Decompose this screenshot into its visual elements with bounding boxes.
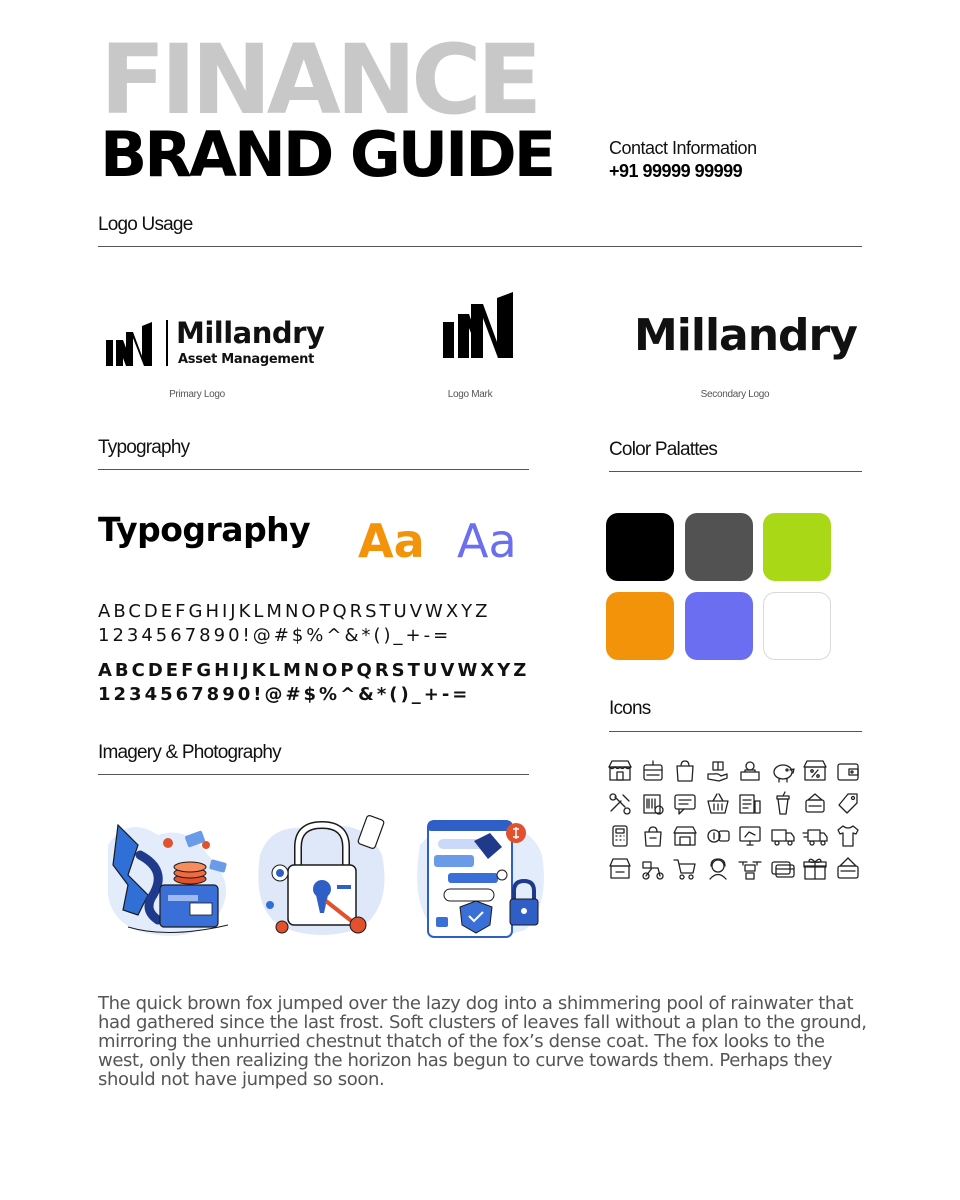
- primary-logo-tagline: Asset Management: [178, 352, 314, 367]
- shop-icon: [672, 823, 698, 849]
- kiosk-icon: [607, 856, 633, 882]
- credit-card-icon: [770, 856, 796, 882]
- tools-icon: [607, 791, 633, 817]
- support-agent-icon: [705, 856, 731, 882]
- body-paragraph: The quick brown fox jumped over the lazy dog into a shimmering pool of rainwater that had gathered since the last frost. Soft clusters of leaves fall without a plan to the ground, mirroring the unhurried chestnut thatch of the fox’s dense coat. The fox looks to the west, only then realizing the horizon has begun to curve towards them. Perhaps they should not have jumped so soon.: [98, 993, 867, 1090]
- icons-title: Icons: [609, 698, 651, 719]
- fast-delivery-icon: [802, 823, 828, 849]
- tshirt-icon: [835, 823, 861, 849]
- title-finance: FINANCE: [100, 24, 538, 136]
- primary-logo: [106, 318, 346, 370]
- shopping-bag-icon: [672, 758, 698, 784]
- sale-sign-icon: [835, 856, 861, 882]
- chat-icon: [672, 791, 698, 817]
- swatch-periwinkle: [685, 592, 753, 660]
- imagery-title: Imagery & Photography: [98, 742, 281, 763]
- discount-store-icon: [802, 758, 828, 784]
- monitor-icon: [737, 823, 763, 849]
- typography-title: Typography: [98, 437, 190, 458]
- logo-usage-title: Logo Usage: [98, 214, 193, 235]
- color-palettes-rule: [609, 471, 862, 472]
- primary-logo-caption: Primary Logo: [169, 389, 225, 400]
- icons-rule: [609, 731, 862, 732]
- barcode-scan-icon: [640, 791, 666, 817]
- wallet-icon: [835, 758, 861, 784]
- delivery-truck-icon: [770, 823, 796, 849]
- primary-logo-brand: Millandry: [176, 316, 325, 350]
- swatch-dark-gray: [685, 513, 753, 581]
- shopping-bag-tag-icon: [640, 823, 666, 849]
- imagery-rule: [98, 774, 529, 775]
- typeface-sample-bold: Aa: [358, 514, 425, 568]
- logo-mark-small-icon: [106, 322, 154, 366]
- open-hanging-sign-icon: [802, 791, 828, 817]
- glyphs-bold-upper: ABCDEFGHIJKLMNOPQRSTUVWXYZ: [98, 660, 530, 681]
- logo-usage-rule: [98, 246, 862, 247]
- secondary-logo: Millandry: [634, 310, 857, 361]
- swatch-orange: [606, 592, 674, 660]
- glyphs-regular-upper: ABCDEFGHIJKLMNOPQRSTUVWXYZ: [98, 601, 491, 622]
- security-lock-illustration: [252, 815, 392, 945]
- cashier-icon: [737, 758, 763, 784]
- gift-hand-icon: [705, 758, 731, 784]
- gift-box-icon: [802, 856, 828, 882]
- glyphs-regular-symbols: 1234567890!@#$%^&*()_+-=: [98, 625, 452, 646]
- piggy-bank-icon: [770, 758, 796, 784]
- basket-icon: [705, 791, 731, 817]
- typography-sample: Typography: [98, 510, 311, 549]
- mobile-banking-illustration: [410, 815, 550, 945]
- scooter-delivery-icon: [640, 856, 666, 882]
- logo-mark-icon: [443, 292, 515, 360]
- calculator-icon: [607, 823, 633, 849]
- drink-cup-icon: [770, 791, 796, 817]
- open-sign-icon: [640, 758, 666, 784]
- color-palettes-title: Color Palattes: [609, 439, 718, 460]
- swatch-lime: [763, 513, 831, 581]
- money-bag-illustration: [98, 815, 238, 945]
- receipt-icon: [737, 791, 763, 817]
- shopping-cart-icon: [672, 856, 698, 882]
- icon-grid: [607, 758, 863, 888]
- storefront-icon: [607, 758, 633, 784]
- price-tag-icon: [835, 791, 861, 817]
- swatch-black: [606, 513, 674, 581]
- swatch-white: [763, 592, 831, 660]
- secondary-logo-caption: Secondary Logo: [700, 389, 770, 400]
- typeface-sample-regular: Aa: [457, 514, 517, 568]
- contact-label: Contact Information: [609, 138, 757, 158]
- typography-rule: [98, 469, 529, 470]
- contact-phone: +91 99999 99999: [609, 161, 743, 181]
- logo-mark-caption: Logo Mark: [447, 389, 493, 400]
- primary-logo-divider: [166, 320, 168, 366]
- title-brand-guide: BRAND GUIDE: [100, 118, 554, 191]
- glyphs-bold-symbols: 1234567890!@#$%^&*()_+-=: [98, 684, 471, 705]
- payment-icon: [705, 823, 731, 849]
- drone-delivery-icon: [737, 856, 763, 882]
